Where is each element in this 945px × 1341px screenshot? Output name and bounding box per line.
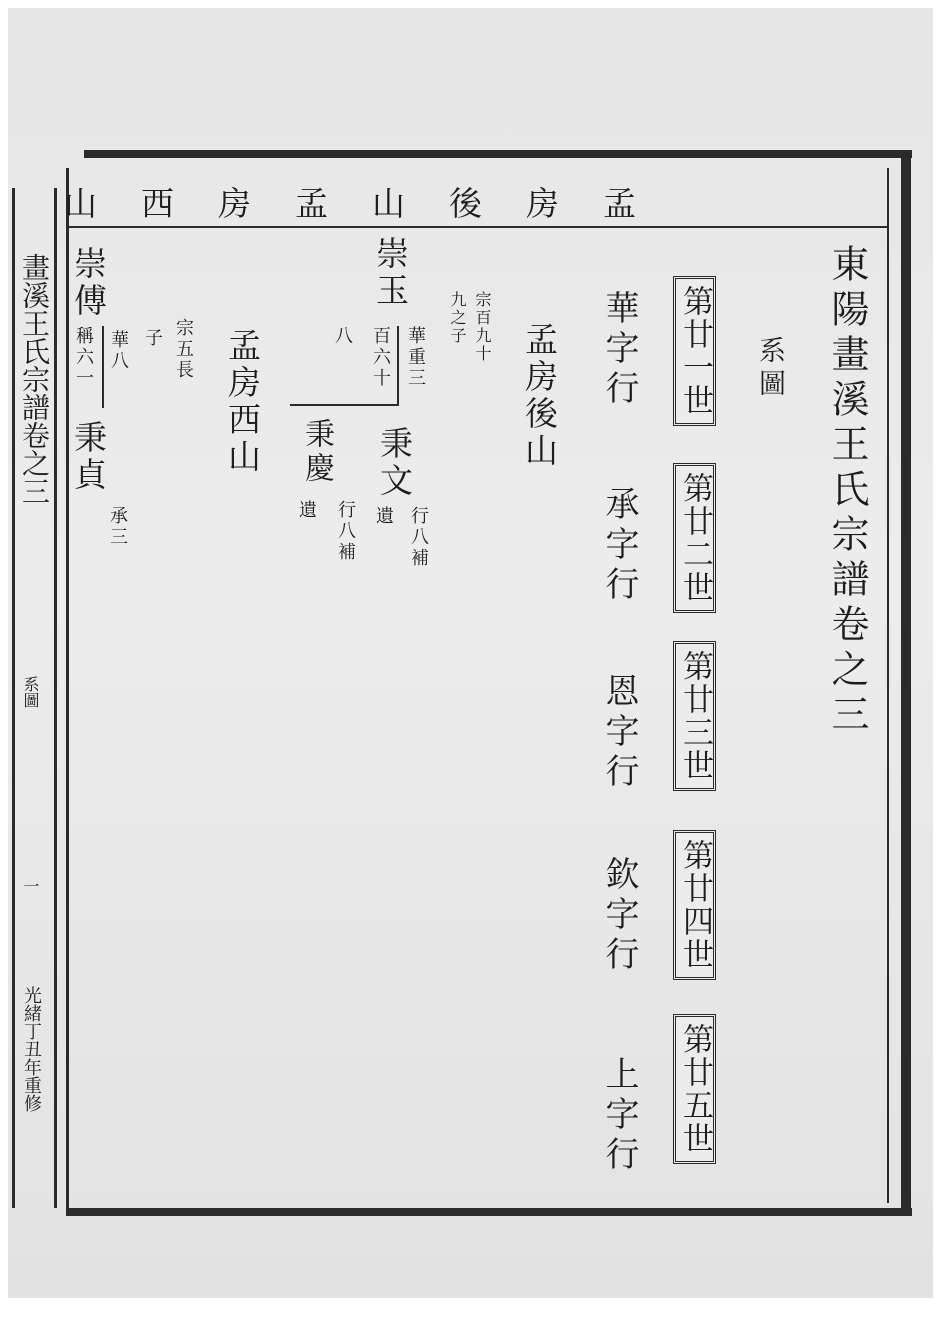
xishan-note-1: 宗五長: [173, 318, 194, 381]
spine-edition: 光緒丁丑年重修: [21, 986, 42, 1112]
generation-character-24: 欽字行: [599, 856, 639, 976]
generation-label-21: 第廿一世: [673, 276, 716, 426]
bingwen-note-1: 行八補: [408, 506, 429, 569]
chongyu-rank-2: 八: [332, 326, 353, 347]
genealogy-page: [8, 8, 933, 1298]
spine-page-number: 一: [21, 878, 40, 894]
spine-line-right: [54, 188, 57, 1208]
houshan-note-2: 九之子: [448, 291, 467, 345]
branch-title-houshan: 孟房後山: [520, 322, 559, 470]
bingzhen-note: 承三: [107, 506, 128, 548]
bingwen-note-2: 遺: [373, 506, 394, 527]
person-bingwen: 秉文: [375, 426, 414, 500]
houshan-note-1: 宗百九十: [473, 291, 492, 363]
generation-label-22: 第廿二世: [673, 463, 716, 613]
frame-right: [901, 150, 911, 1216]
branch-header-text: 孟房後山孟房西山: [64, 184, 680, 223]
generation-character-21: 華字行: [599, 290, 639, 410]
header-divider: [66, 226, 888, 228]
xishan-link-v: [102, 326, 104, 408]
branch-title-xishan: 孟房西山: [223, 328, 262, 476]
person-bingqing: 秉慶: [299, 418, 334, 486]
frame-bottom: [66, 1208, 912, 1216]
generation-character-23: 恩字行: [599, 673, 639, 793]
spine-title: 畫溪王氏宗譜卷之三: [18, 253, 51, 505]
generation-character-22: 承字行: [599, 486, 639, 606]
bingqing-note-1: 行八補: [335, 500, 356, 563]
xishan-note-2: 子: [142, 328, 163, 349]
chongfu-row: 華八: [108, 330, 129, 372]
frame-top: [84, 150, 912, 158]
chongyu-row: 華重三: [405, 326, 426, 389]
spine-line-left: [12, 188, 15, 1208]
houshan-link-h: [290, 404, 398, 406]
person-chongyu: 崇玉: [371, 236, 410, 310]
person-bingzhen: 秉貞: [69, 420, 108, 494]
generation-label-24: 第廿四世: [673, 830, 716, 980]
frame-inner-right: [887, 168, 889, 1203]
person-chongfu: 崇傅: [69, 246, 108, 320]
branch-header: [64, 178, 680, 223]
book-title: 東陽畫溪王氏宗譜卷之三: [825, 244, 869, 739]
frame-left: [66, 168, 69, 1213]
chongfu-rank: 稱六一: [73, 326, 94, 389]
generation-character-25: 上字行: [599, 1056, 639, 1176]
chart-label: 系圖: [754, 336, 785, 402]
houshan-link-v: [397, 326, 399, 406]
chongyu-rank: 百六十: [370, 326, 391, 389]
spine-section: 系圖: [21, 676, 40, 708]
generation-label-25: 第廿五世: [673, 1014, 716, 1164]
bingqing-note-2: 遺: [296, 500, 317, 521]
generation-label-23: 第廿三世: [673, 641, 716, 791]
